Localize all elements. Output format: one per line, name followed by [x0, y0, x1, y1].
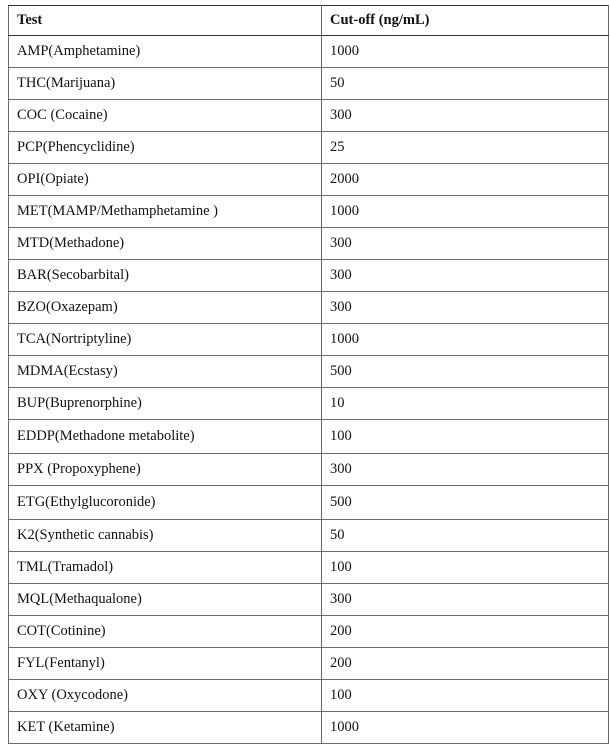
cutoff-value: 200 [322, 648, 609, 680]
test-name: TML(Tramadol) [9, 552, 322, 584]
test-name: MET(MAMP/Methamphetamine ) [9, 196, 322, 228]
test-name: COT(Cotinine) [9, 616, 322, 648]
test-name: BAR(Secobarbital) [9, 260, 322, 292]
cutoff-value: 300 [322, 584, 609, 616]
cutoff-value: 100 [322, 552, 609, 584]
test-name: THC(Marijuana) [9, 68, 322, 100]
table-row [9, 388, 609, 420]
cutoff-value: 300 [322, 260, 609, 292]
test-name: TCA(Nortriptyline) [9, 324, 322, 356]
table-row [9, 164, 609, 196]
table-row [9, 196, 609, 228]
table-row [9, 228, 609, 260]
cutoff-value: 25 [322, 132, 609, 164]
cutoff-value: 50 [322, 520, 609, 552]
test-name: BUP(Buprenorphine) [9, 388, 322, 420]
table-row [9, 486, 609, 520]
test-name: OXY (Oxycodone) [9, 680, 322, 712]
cutoff-value: 300 [322, 454, 609, 486]
cutoff-value: 500 [322, 356, 609, 388]
test-name: AMP(Amphetamine) [9, 36, 322, 68]
table-row [9, 680, 609, 712]
test-name: BZO(Oxazepam) [9, 292, 322, 324]
test-name: MQL(Methaqualone) [9, 584, 322, 616]
cutoff-value: 50 [322, 68, 609, 100]
test-name: EDDP(Methadone metabolite) [9, 420, 322, 454]
table-row [9, 520, 609, 552]
cutoff-value: 1000 [322, 324, 609, 356]
test-name: ETG(Ethylglucoronide) [9, 486, 322, 520]
test-name: PPX (Propoxyphene) [9, 454, 322, 486]
cutoff-value: 500 [322, 486, 609, 520]
cutoff-value: 2000 [322, 164, 609, 196]
cutoff-value: 1000 [322, 712, 609, 744]
test-name: FYL(Fentanyl) [9, 648, 322, 680]
cutoff-value: 1000 [322, 196, 609, 228]
test-name: PCP(Phencyclidine) [9, 132, 322, 164]
table-row [9, 324, 609, 356]
table-row [9, 100, 609, 132]
table-row [9, 552, 609, 584]
test-name: OPI(Opiate) [9, 164, 322, 196]
cutoff-value: 10 [322, 388, 609, 420]
header-row [9, 6, 609, 36]
table-row [9, 132, 609, 164]
table-row [9, 68, 609, 100]
table-row [9, 36, 609, 68]
cutoff-value: 1000 [322, 36, 609, 68]
table-row [9, 292, 609, 324]
cutoff-table [8, 5, 609, 744]
cutoff-value: 100 [322, 680, 609, 712]
cutoff-value: 200 [322, 616, 609, 648]
cutoff-value: 300 [322, 100, 609, 132]
cutoff-value: 300 [322, 228, 609, 260]
header-cutoff: Cut-off (ng/mL) [322, 6, 609, 36]
test-name: MDMA(Ecstasy) [9, 356, 322, 388]
table-row [9, 260, 609, 292]
table-row [9, 616, 609, 648]
header-test: Test [9, 6, 322, 36]
cutoff-value: 300 [322, 292, 609, 324]
table-row [9, 648, 609, 680]
test-name: K2(Synthetic cannabis) [9, 520, 322, 552]
table-row [9, 584, 609, 616]
table-row [9, 454, 609, 486]
test-name: KET (Ketamine) [9, 712, 322, 744]
table-row [9, 356, 609, 388]
test-name: COC (Cocaine) [9, 100, 322, 132]
table-row [9, 420, 609, 454]
test-name: MTD(Methadone) [9, 228, 322, 260]
cutoff-value: 100 [322, 420, 609, 454]
